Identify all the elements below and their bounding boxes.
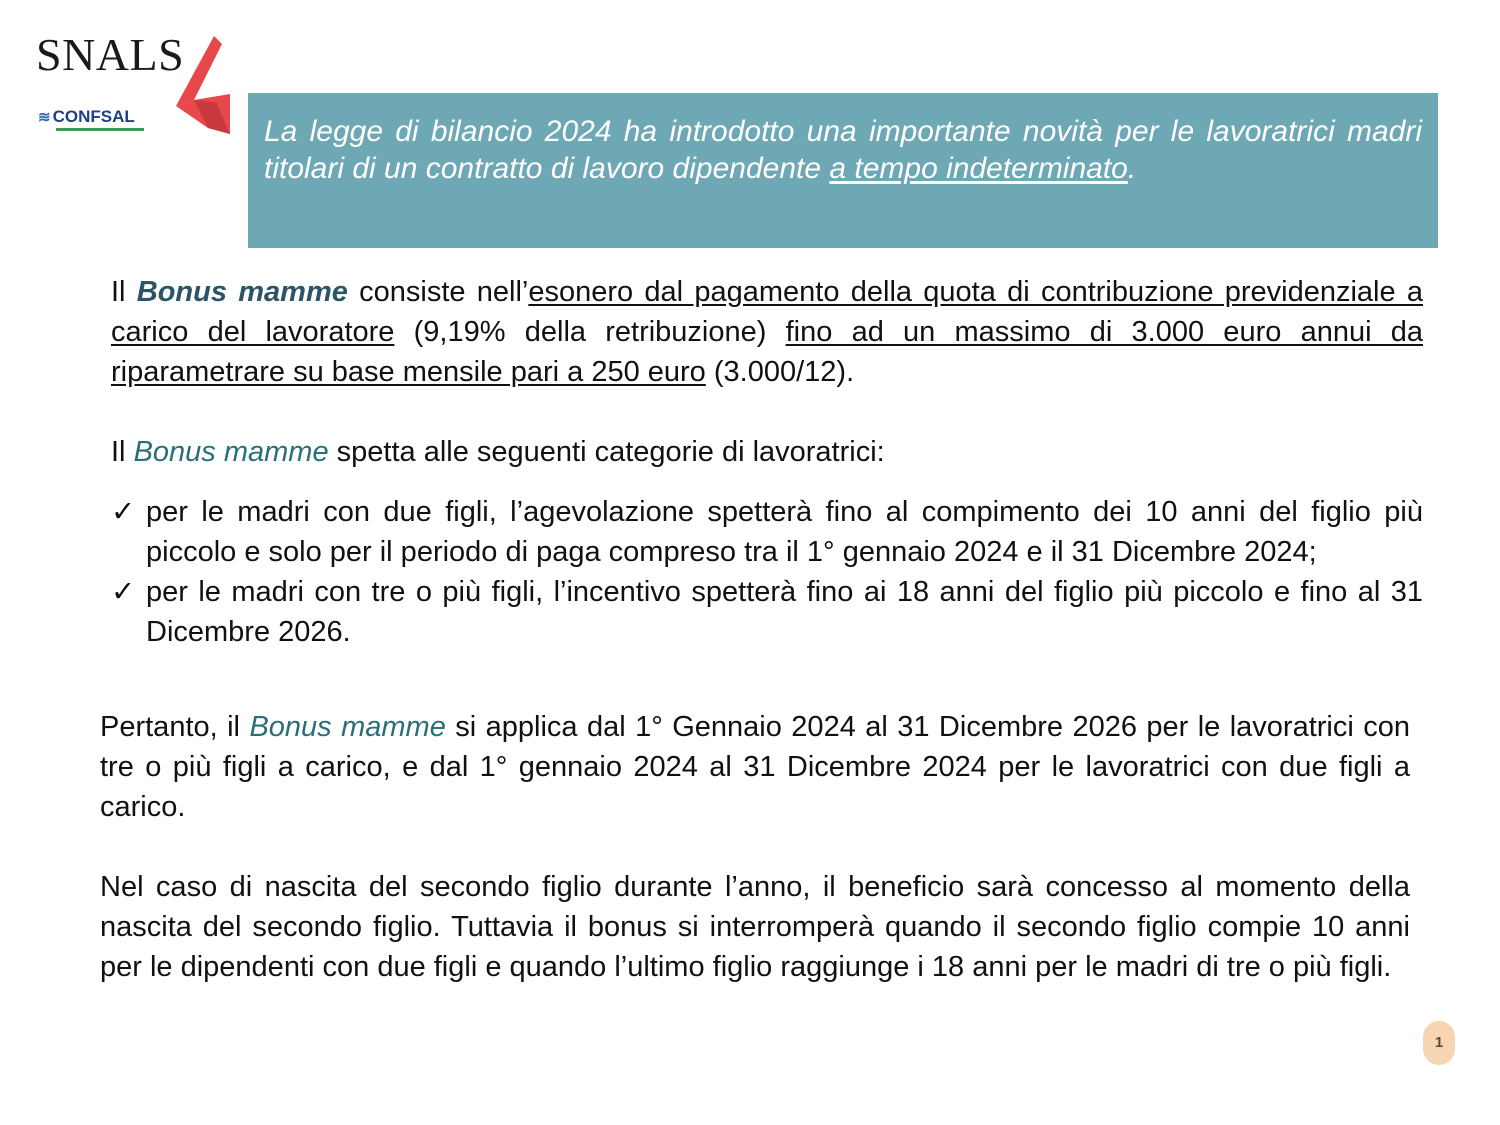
pertanto-text-1: Pertanto, il — [100, 711, 250, 743]
banner-text — [264, 113, 1422, 187]
logo-confsal — [38, 108, 135, 127]
logo-snals-text: SNALS — [36, 29, 185, 80]
categories-text-1: Il — [111, 436, 134, 468]
bonus-mamme-term: Bonus mamme — [249, 711, 446, 743]
logo-confsal-text: CONFSAL — [52, 107, 135, 126]
list-item-text: per le madri con due figli, l’agevolazione spetterà fino al compimento dei 10 anni del figlio più piccolo e solo per il periodo di paga compreso tra il 1° gennaio 2024 e il 31 Dicembre 2024; — [146, 496, 1423, 568]
intro-banner — [248, 93, 1438, 248]
intro-text-1: Il — [111, 276, 137, 308]
nascita-text: Nel caso di nascita del secondo figlio durante l’anno, il beneficio sarà concesso al momento della nascita del secondo figlio. Tuttavia il bonus si interromperà quando il secondo figlio compie 10 anni per le dipendenti con due figli e quando l’ultimo figlio raggiunge i 18 anni per le madri di tre o più figli. — [100, 871, 1410, 983]
checkmark-icon: ✓ — [111, 496, 136, 528]
banner-text-underlined: a tempo indeterminato — [829, 152, 1128, 185]
snals-confsal-logo — [30, 30, 240, 140]
list-item — [111, 492, 1423, 572]
categories-text-2: spetta alle seguenti categorie di lavoratrici: — [328, 436, 885, 468]
list-item-text: per le madri con tre o più figli, l’incentivo spetterà fino ai 18 anni del figlio più piccolo e fino al 31 Dicembre 2026. — [146, 576, 1423, 648]
intro-underlined-1: esonero dal pagamento della quota di contribuzione previdenziale a carico del lavoratore — [111, 276, 1423, 348]
intro-underlined-2: fino ad un massimo di 3.000 euro annui da riparametrare su base mensile pari a 250 euro — [111, 316, 1423, 388]
logo-confsal-underline — [56, 128, 144, 131]
intro-paragraph — [111, 272, 1423, 392]
categories-section — [111, 432, 1423, 652]
pertanto-text-2: si applica dal 1° Gennaio 2024 al 31 Dicembre 2026 per le lavoratrici con tre o più figli a carico, e dal 1° gennaio 2024 al 31 Dicembre 2024 per le lavoratrici con due figli a carico. — [100, 711, 1411, 823]
bonus-mamme-term: Bonus mamme — [136, 276, 348, 308]
confsal-swoosh-icon: ≋ — [38, 109, 51, 126]
intro-text-2: consiste nell’ — [347, 276, 529, 308]
intro-text-4: (3.000/12). — [705, 356, 855, 388]
intro-text-3: (9,19% della retribuzione) — [394, 316, 786, 348]
page-number: 1 — [1423, 1021, 1455, 1065]
pertanto-paragraph — [100, 707, 1410, 827]
red-flag-mark-icon — [138, 36, 234, 136]
bonus-mamme-term: Bonus mamme — [133, 436, 329, 468]
list-item — [111, 572, 1423, 652]
checkmark-icon: ✓ — [111, 576, 136, 608]
nascita-paragraph — [100, 867, 1410, 987]
banner-text-b: . — [1127, 152, 1137, 185]
banner-text-a: La legge di bilancio 2024 ha introdotto una importante novità per le lavoratrici madri titolari di un contratto di lavoro dipendente — [264, 115, 1422, 185]
categories-list — [111, 492, 1423, 652]
categories-heading — [111, 432, 1423, 472]
